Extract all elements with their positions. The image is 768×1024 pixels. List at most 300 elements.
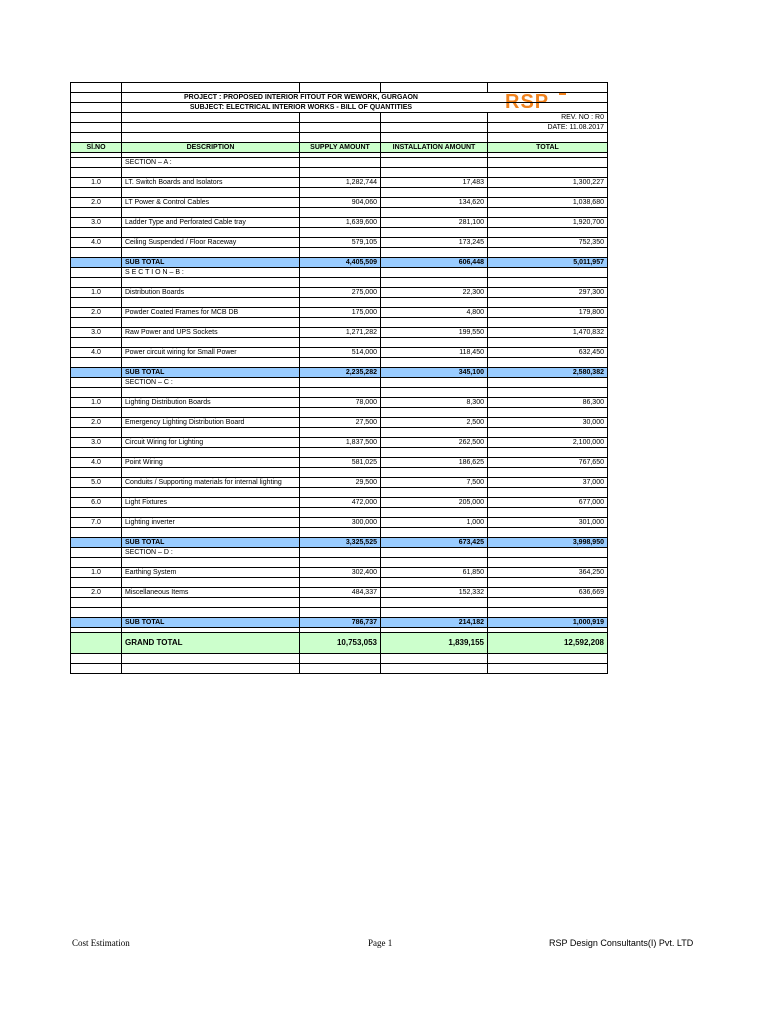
total-amount: 86,300 [488, 398, 608, 408]
empty-cell [300, 528, 381, 538]
empty-row [71, 558, 608, 568]
empty-cell [71, 618, 122, 628]
empty-cell [122, 508, 300, 518]
empty-cell [71, 258, 122, 268]
empty-cell [71, 248, 122, 258]
table-row [71, 178, 608, 188]
empty-cell [71, 338, 122, 348]
table-row [71, 288, 608, 298]
empty-cell [300, 158, 381, 168]
empty-cell [381, 268, 488, 278]
subtotal-total: 2,580,382 [488, 368, 608, 378]
empty-row [71, 654, 608, 664]
empty-cell [300, 448, 381, 458]
table-row [71, 398, 608, 408]
empty-cell [300, 208, 381, 218]
empty-cell [381, 278, 488, 288]
subtotal-installation: 673,425 [381, 538, 488, 548]
subtotal-row [71, 538, 608, 548]
total-amount: 364,250 [488, 568, 608, 578]
table-row [71, 498, 608, 508]
subtotal-installation: 214,182 [381, 618, 488, 628]
section-title: SECTION – C : [122, 378, 300, 388]
empty-cell [488, 448, 608, 458]
supply-amount: 27,500 [300, 418, 381, 428]
empty-cell [488, 268, 608, 278]
item-description: Distribution Boards [122, 288, 300, 298]
column-header-slno: Sl.NO [71, 143, 122, 153]
empty-row [71, 298, 608, 308]
empty-cell [300, 298, 381, 308]
project-title: PROJECT : PROPOSED INTERIOR FITOUT FOR WEWORK, GURGAON [122, 93, 608, 103]
empty-cell [300, 608, 381, 618]
empty-cell [300, 268, 381, 278]
empty-cell [122, 278, 300, 288]
empty-row [71, 208, 608, 218]
footer-left: Cost Estimation [72, 938, 130, 948]
item-description: Lighting Distribution Boards [122, 398, 300, 408]
subtotal-installation: 606,448 [381, 258, 488, 268]
empty-row [71, 248, 608, 258]
table-row [71, 348, 608, 358]
item-number: 5.0 [71, 478, 122, 488]
empty-cell [300, 598, 381, 608]
item-number: 6.0 [71, 498, 122, 508]
empty-cell [71, 228, 122, 238]
installation-amount: 17,483 [381, 178, 488, 188]
empty-cell [122, 358, 300, 368]
item-number: 3.0 [71, 328, 122, 338]
empty-cell [300, 388, 381, 398]
supply-amount: 514,000 [300, 348, 381, 358]
supply-amount: 300,000 [300, 518, 381, 528]
table-row [71, 418, 608, 428]
empty-cell [300, 578, 381, 588]
item-description: Conduits / Supporting materials for internal lighting [122, 478, 300, 488]
empty-cell [71, 538, 122, 548]
item-number: 4.0 [71, 348, 122, 358]
empty-cell [300, 318, 381, 328]
item-number: 2.0 [71, 308, 122, 318]
empty-cell [122, 448, 300, 458]
empty-cell [71, 508, 122, 518]
section-heading-row [71, 548, 608, 558]
empty-cell [122, 428, 300, 438]
empty-cell [71, 548, 122, 558]
installation-amount: 205,000 [381, 498, 488, 508]
empty-row [71, 578, 608, 588]
subtotal-supply: 3,325,525 [300, 538, 381, 548]
empty-cell [300, 408, 381, 418]
document-date: DATE: 11.08.2017 [488, 123, 608, 133]
empty-cell [381, 388, 488, 398]
empty-cell [71, 298, 122, 308]
subtotal-row [71, 368, 608, 378]
empty-cell [122, 488, 300, 498]
empty-cell [71, 408, 122, 418]
installation-amount: 152,332 [381, 588, 488, 598]
empty-row [71, 608, 608, 618]
empty-cell [381, 208, 488, 218]
subtotal-row [71, 258, 608, 268]
empty-cell [122, 188, 300, 198]
section-title: S E C T I O N – B : [122, 268, 300, 278]
empty-cell [488, 468, 608, 478]
item-description: Ladder Type and Perforated Cable tray [122, 218, 300, 228]
empty-cell [71, 208, 122, 218]
empty-row [71, 358, 608, 368]
column-header-installation: INSTALLATION AMOUNT [381, 143, 488, 153]
item-description: Miscellaneous Items [122, 588, 300, 598]
empty-cell [300, 278, 381, 288]
item-number: 4.0 [71, 458, 122, 468]
empty-cell [71, 654, 122, 664]
item-number: 1.0 [71, 288, 122, 298]
total-amount: 179,800 [488, 308, 608, 318]
total-amount: 677,000 [488, 498, 608, 508]
total-amount: 2,100,000 [488, 438, 608, 448]
grand-total-supply: 10,753,053 [300, 633, 381, 654]
item-number: 3.0 [71, 438, 122, 448]
empty-cell [71, 558, 122, 568]
subtotal-supply: 4,405,509 [300, 258, 381, 268]
empty-cell [300, 228, 381, 238]
empty-cell [381, 298, 488, 308]
supply-amount: 904,060 [300, 198, 381, 208]
total-amount: 767,650 [488, 458, 608, 468]
item-description: Raw Power and UPS Sockets [122, 328, 300, 338]
empty-cell [71, 488, 122, 498]
installation-amount: 173,245 [381, 238, 488, 248]
item-description: Circuit Wiring for Lighting [122, 438, 300, 448]
empty-cell [381, 598, 488, 608]
item-description: LT. Switch Boards and Isolators [122, 178, 300, 188]
empty-cell [300, 488, 381, 498]
table-row [71, 588, 608, 598]
empty-cell [71, 268, 122, 278]
empty-cell [122, 654, 300, 664]
empty-cell [71, 468, 122, 478]
empty-cell [381, 558, 488, 568]
empty-cell [488, 298, 608, 308]
subtotal-supply: 2,235,282 [300, 368, 381, 378]
empty-row [71, 664, 608, 674]
svg-text:RSP: RSP [505, 91, 550, 112]
empty-row [71, 338, 608, 348]
footer-page-number: Page 1 [368, 938, 393, 948]
empty-row [71, 318, 608, 328]
empty-row [71, 168, 608, 178]
item-description: Point Wiring [122, 458, 300, 468]
item-number: 2.0 [71, 588, 122, 598]
installation-amount: 118,450 [381, 348, 488, 358]
empty-row [71, 228, 608, 238]
empty-cell [488, 654, 608, 664]
empty-cell [381, 188, 488, 198]
subtotal-label: SUB TOTAL [122, 258, 300, 268]
subject-title: SUBJECT: ELECTRICAL INTERIOR WORKS - BILL OF QUANTITIES [122, 103, 608, 113]
total-amount: 1,920,700 [488, 218, 608, 228]
supply-amount: 579,105 [300, 238, 381, 248]
empty-cell [488, 278, 608, 288]
empty-cell [71, 378, 122, 388]
item-number: 2.0 [71, 198, 122, 208]
table-row [71, 238, 608, 248]
empty-cell [488, 528, 608, 538]
empty-cell [488, 408, 608, 418]
empty-cell [488, 508, 608, 518]
installation-amount: 61,850 [381, 568, 488, 578]
empty-cell [122, 558, 300, 568]
column-header-total: TOTAL [488, 143, 608, 153]
subtotal-installation: 345,100 [381, 368, 488, 378]
item-description: Light Fixtures [122, 498, 300, 508]
revision-number: REV. NO : R0 [488, 113, 608, 123]
empty-cell [122, 608, 300, 618]
empty-cell [71, 168, 122, 178]
total-amount: 1,038,680 [488, 198, 608, 208]
grand-total-installation: 1,839,155 [381, 633, 488, 654]
empty-cell [71, 608, 122, 618]
total-amount: 752,350 [488, 238, 608, 248]
empty-cell [122, 228, 300, 238]
empty-row [71, 388, 608, 398]
empty-cell [71, 318, 122, 328]
footer-company: RSP Design Consultants(I) Pvt. LTD [549, 938, 694, 948]
item-number: 2.0 [71, 418, 122, 428]
section-title: SECTION – D : [122, 548, 300, 558]
total-amount: 636,669 [488, 588, 608, 598]
empty-cell [381, 578, 488, 588]
empty-cell [488, 608, 608, 618]
empty-cell [300, 168, 381, 178]
empty-cell [488, 318, 608, 328]
empty-cell [381, 448, 488, 458]
empty-cell [488, 188, 608, 198]
table-row [71, 478, 608, 488]
supply-amount: 1,639,600 [300, 218, 381, 228]
subtotal-label: SUB TOTAL [122, 618, 300, 628]
grand-total-label: GRAND TOTAL [122, 633, 300, 654]
item-number: 1.0 [71, 568, 122, 578]
empty-cell [488, 158, 608, 168]
empty-cell [71, 278, 122, 288]
installation-amount: 281,100 [381, 218, 488, 228]
installation-amount: 7,500 [381, 478, 488, 488]
empty-cell [488, 598, 608, 608]
empty-cell [488, 378, 608, 388]
empty-cell [122, 664, 300, 674]
table-row [71, 328, 608, 338]
total-amount: 297,300 [488, 288, 608, 298]
empty-cell [122, 468, 300, 478]
section-title: SECTION – A : [122, 158, 300, 168]
supply-amount: 581,025 [300, 458, 381, 468]
empty-row [71, 508, 608, 518]
empty-cell [300, 558, 381, 568]
empty-cell [71, 428, 122, 438]
table-row [71, 198, 608, 208]
empty-cell [300, 358, 381, 368]
grand-total-row [71, 633, 608, 654]
empty-row [71, 488, 608, 498]
section-heading-row [71, 158, 608, 168]
empty-cell [488, 558, 608, 568]
supply-amount: 78,000 [300, 398, 381, 408]
empty-cell [300, 664, 381, 674]
empty-cell [122, 208, 300, 218]
empty-cell [122, 578, 300, 588]
grand-total-amount: 12,592,208 [488, 633, 608, 654]
item-description: Lighting inverter [122, 518, 300, 528]
empty-cell [381, 158, 488, 168]
subtotal-label: SUB TOTAL [122, 538, 300, 548]
column-header-description: DESCRIPTION [122, 143, 300, 153]
total-amount: 301,000 [488, 518, 608, 528]
supply-amount: 175,000 [300, 308, 381, 318]
installation-amount: 22,300 [381, 288, 488, 298]
installation-amount: 4,800 [381, 308, 488, 318]
empty-cell [71, 528, 122, 538]
item-number: 7.0 [71, 518, 122, 528]
empty-row [71, 528, 608, 538]
empty-cell [71, 664, 122, 674]
supply-amount: 1,282,744 [300, 178, 381, 188]
empty-cell [381, 168, 488, 178]
subtotal-supply: 786,737 [300, 618, 381, 628]
empty-cell [71, 358, 122, 368]
empty-cell [381, 608, 488, 618]
table-row [71, 458, 608, 468]
item-number: 3.0 [71, 218, 122, 228]
empty-row [71, 468, 608, 478]
empty-cell [381, 428, 488, 438]
empty-cell [381, 338, 488, 348]
installation-amount: 199,550 [381, 328, 488, 338]
empty-cell [381, 378, 488, 388]
empty-cell [300, 428, 381, 438]
section-heading-row [71, 268, 608, 278]
empty-cell [488, 488, 608, 498]
item-description: Power circuit wiring for Small Power [122, 348, 300, 358]
installation-amount: 134,620 [381, 198, 488, 208]
empty-cell [488, 168, 608, 178]
empty-row [71, 188, 608, 198]
empty-row [71, 408, 608, 418]
empty-cell [122, 338, 300, 348]
empty-cell [122, 318, 300, 328]
empty-cell [488, 208, 608, 218]
empty-cell [488, 428, 608, 438]
table-row [71, 438, 608, 448]
empty-cell [122, 598, 300, 608]
installation-amount: 1,000 [381, 518, 488, 528]
item-number: 1.0 [71, 178, 122, 188]
empty-cell [300, 248, 381, 258]
installation-amount: 262,500 [381, 438, 488, 448]
empty-row [71, 278, 608, 288]
empty-cell [71, 158, 122, 168]
empty-cell [71, 598, 122, 608]
empty-cell [122, 528, 300, 538]
empty-cell [488, 578, 608, 588]
bill-of-quantities-table [70, 82, 608, 674]
empty-row [71, 448, 608, 458]
empty-cell [300, 468, 381, 478]
empty-cell [488, 358, 608, 368]
supply-amount: 472,000 [300, 498, 381, 508]
empty-cell [381, 654, 488, 664]
empty-cell [488, 338, 608, 348]
empty-cell [300, 654, 381, 664]
total-amount: 632,450 [488, 348, 608, 358]
item-description: Emergency Lighting Distribution Board [122, 418, 300, 428]
item-description: Ceiling Suspended / Floor Raceway [122, 238, 300, 248]
section-heading-row [71, 378, 608, 388]
empty-cell [488, 388, 608, 398]
empty-cell [381, 468, 488, 478]
empty-cell [488, 548, 608, 558]
empty-cell [381, 358, 488, 368]
supply-amount: 1,271,282 [300, 328, 381, 338]
empty-cell [71, 188, 122, 198]
supply-amount: 275,000 [300, 288, 381, 298]
empty-cell [488, 248, 608, 258]
table-row [71, 218, 608, 228]
item-description: Earthing System [122, 568, 300, 578]
supply-amount: 302,400 [300, 568, 381, 578]
empty-cell [300, 508, 381, 518]
table-row [71, 568, 608, 578]
empty-cell [122, 388, 300, 398]
empty-cell [122, 298, 300, 308]
subtotal-total: 3,998,950 [488, 538, 608, 548]
subtotal-row [71, 618, 608, 628]
item-number: 4.0 [71, 238, 122, 248]
item-description: LT Power & Control Cables [122, 198, 300, 208]
empty-cell [488, 228, 608, 238]
item-description: Powder Coated Frames for MCB DB [122, 308, 300, 318]
empty-cell [381, 548, 488, 558]
empty-cell [381, 318, 488, 328]
table-row [71, 308, 608, 318]
empty-row [71, 598, 608, 608]
total-amount: 37,000 [488, 478, 608, 488]
empty-cell [381, 248, 488, 258]
supply-amount: 484,337 [300, 588, 381, 598]
item-number: 1.0 [71, 398, 122, 408]
empty-cell [122, 408, 300, 418]
total-amount: 1,470,832 [488, 328, 608, 338]
column-header-supply: SUPPLY AMOUNT [300, 143, 381, 153]
table-row [71, 518, 608, 528]
empty-cell [381, 664, 488, 674]
empty-cell [71, 368, 122, 378]
empty-cell [381, 228, 488, 238]
installation-amount: 2,500 [381, 418, 488, 428]
installation-amount: 8,300 [381, 398, 488, 408]
empty-cell [381, 408, 488, 418]
empty-cell [381, 508, 488, 518]
subtotal-label: SUB TOTAL [122, 368, 300, 378]
installation-amount: 186,625 [381, 458, 488, 468]
empty-cell [71, 388, 122, 398]
empty-cell [122, 248, 300, 258]
empty-cell [71, 448, 122, 458]
empty-cell [300, 338, 381, 348]
empty-cell [488, 664, 608, 674]
empty-row [71, 428, 608, 438]
